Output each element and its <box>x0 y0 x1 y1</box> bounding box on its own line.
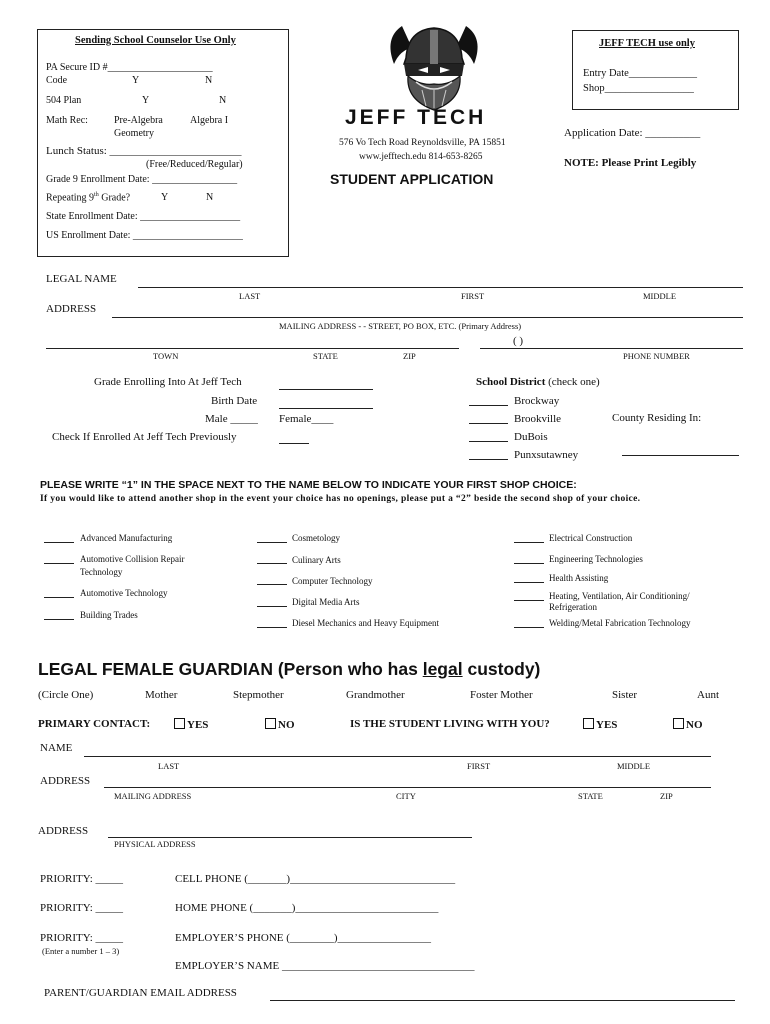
shop-blank[interactable] <box>44 542 74 543</box>
living-with-yes[interactable]: YES <box>583 718 617 731</box>
counselor-box-title: Sending School Counselor Use Only <box>75 35 236 46</box>
primary-contact-no[interactable]: NO <box>265 718 295 731</box>
home-phone-field[interactable]: HOME PHONE (_______)__________________________ <box>175 902 439 914</box>
repeating-no-option[interactable]: N <box>206 192 214 203</box>
guardian-email-label: PARENT/GUARDIAN EMAIL ADDRESS <box>44 987 237 999</box>
physical-address-label: ADDRESS <box>38 825 89 837</box>
shop-blank[interactable] <box>514 627 544 628</box>
male-option[interactable]: Male _____ <box>205 413 258 425</box>
relation-stepmother[interactable]: Stepmother <box>233 689 284 701</box>
address-label: ADDRESS <box>46 303 97 315</box>
living-with-label: IS THE STUDENT LIVING WITH YOU? <box>350 718 550 730</box>
shop-instruction-heading: PLEASE WRITE “1” IN THE SPACE NEXT TO THE NAME BELOW TO INDICATE YOUR FIRST SHOP CHOICE: <box>40 479 577 491</box>
code-yes-option[interactable]: Y <box>132 75 140 86</box>
town-caption: TOWN <box>153 351 179 361</box>
shop-blank[interactable] <box>44 563 74 564</box>
relation-mother[interactable]: Mother <box>145 689 178 701</box>
county-residing-field[interactable] <box>622 455 739 456</box>
lunch-options-label: (Free/Reduced/Regular) <box>146 159 243 170</box>
shop-blank[interactable] <box>257 563 287 564</box>
geometry-option[interactable]: Geometry <box>114 128 154 139</box>
viking-mascot-logo <box>378 20 490 112</box>
school-address: 576 Vo Tech Road Reynoldsville, PA 15851 <box>339 138 506 148</box>
city-caption: CITY <box>396 791 416 801</box>
shop-blank[interactable] <box>514 600 544 601</box>
repeating-label: Repeating 9th Grade? <box>46 192 131 204</box>
shop-computer-technology: Computer Technology <box>292 576 373 586</box>
shop-automotive-collision-cont: Technology <box>80 567 123 577</box>
shop-health-assisting: Health Assisting <box>549 573 609 583</box>
code-label: Code <box>46 75 68 86</box>
shop-blank[interactable] <box>257 584 287 585</box>
grade9-enrollment-field[interactable]: Grade 9 Enrollment Date: _________________ <box>46 174 238 185</box>
town-state-zip-field[interactable] <box>46 348 459 349</box>
shop-blank[interactable] <box>257 542 287 543</box>
shop-blank[interactable] <box>257 627 287 628</box>
checkbox-icon[interactable] <box>174 718 185 729</box>
zip-caption: ZIP <box>660 791 673 801</box>
middle-name-caption: MIDDLE <box>643 291 677 301</box>
relation-aunt[interactable]: Aunt <box>697 689 719 701</box>
address-field[interactable] <box>112 317 743 318</box>
math-rec-label: Math Rec: <box>46 115 88 126</box>
mailing-address-caption: MAILING ADDRESS - - STREET, PO BOX, ETC. (Primary Address) <box>279 321 522 331</box>
jefftech-box-title: JEFF TECH use only <box>599 38 695 49</box>
district-brookville-blank[interactable] <box>469 423 508 424</box>
us-enrollment-field[interactable]: US Enrollment Date: ______________________ <box>46 230 243 241</box>
cell-phone-field[interactable]: CELL PHONE (_______)______________________________ <box>175 873 456 885</box>
lunch-status-field[interactable]: Lunch Status: ________________________ <box>46 145 242 157</box>
checkbox-icon[interactable] <box>265 718 276 729</box>
shop-blank[interactable] <box>514 582 544 583</box>
shop-instruction-subtext: If you would like to attend another shop in the event your choice has no openings, please put a “2” beside the second shop of your choice. <box>40 494 641 504</box>
circle-one-label: (Circle One) <box>38 689 94 701</box>
county-residing-label: County Residing In: <box>612 412 702 424</box>
shop-blank[interactable] <box>257 606 287 607</box>
shop-advanced-manufacturing: Advanced Manufacturing <box>80 533 173 543</box>
state-caption: STATE <box>578 791 603 801</box>
district-brockway-blank[interactable] <box>469 405 508 406</box>
shop-electrical-construction: Electrical Construction <box>549 533 633 543</box>
birth-date-field[interactable] <box>279 408 373 409</box>
district-brockway: Brockway <box>514 395 560 407</box>
enrolled-previously-field[interactable] <box>279 443 309 444</box>
shop-field[interactable]: Shop_________________ <box>583 83 694 94</box>
state-caption: STATE <box>313 351 338 361</box>
district-punxsutawney: Punxsutawney <box>514 449 579 461</box>
repeating-yes-option[interactable]: Y <box>161 192 169 203</box>
shop-culinary-arts: Culinary Arts <box>292 555 341 565</box>
shop-automotive-technology: Automotive Technology <box>80 588 168 598</box>
guardian-address-label: ADDRESS <box>40 775 91 787</box>
jeff-tech-wordmark: JEFF TECH <box>345 106 487 129</box>
guardian-name-field[interactable] <box>84 756 711 757</box>
phone-number-field[interactable] <box>480 348 743 349</box>
legal-name-field[interactable] <box>138 287 743 288</box>
physical-address-field[interactable] <box>108 837 472 838</box>
district-dubois-blank[interactable] <box>469 441 508 442</box>
shop-hvac: Heating, Ventilation, Air Conditioning/ <box>549 591 690 601</box>
grade-enrolling-label: Grade Enrolling Into At Jeff Tech <box>94 376 242 388</box>
algebra-option[interactable]: Algebra I <box>190 115 229 126</box>
priority-cell-field[interactable]: PRIORITY: _____ <box>40 873 124 885</box>
school-district-heading: School District (check one) <box>476 376 600 388</box>
relation-grandmother[interactable]: Grandmother <box>346 689 405 701</box>
enrolled-previously-label: Check If Enrolled At Jeff Tech Previously <box>52 431 237 443</box>
phone-number-caption: PHONE NUMBER <box>623 351 690 361</box>
shop-digital-media-arts: Digital Media Arts <box>292 597 360 607</box>
entry-date-field[interactable]: Entry Date_____________ <box>583 68 698 79</box>
shop-diesel-mechanics: Diesel Mechanics and Heavy Equipment <box>292 618 439 628</box>
employer-phone-field[interactable]: EMPLOYER’S PHONE (________)_________________ <box>175 932 432 944</box>
last-name-caption: LAST <box>239 291 261 301</box>
shop-welding: Welding/Metal Fabrication Technology <box>549 618 691 628</box>
district-brookville: Brookville <box>514 413 562 425</box>
checkbox-icon[interactable] <box>673 718 684 729</box>
shop-hvac-cont: Refrigeration <box>549 602 597 612</box>
guardian-middle-caption: MIDDLE <box>617 761 651 771</box>
shop-cosmetology: Cosmetology <box>292 533 341 543</box>
guardian-mailing-address-field[interactable] <box>104 787 711 788</box>
shop-blank[interactable] <box>514 542 544 543</box>
guardian-first-caption: FIRST <box>467 761 491 771</box>
state-enrollment-field[interactable]: State Enrollment Date: ____________________ <box>46 211 241 222</box>
guardian-section-title: LEGAL FEMALE GUARDIAN (Person who has legal custody) <box>38 659 541 679</box>
application-date-field[interactable]: Application Date: __________ <box>564 127 701 139</box>
shop-blank[interactable] <box>44 619 74 620</box>
guardian-name-label: NAME <box>40 742 73 754</box>
shop-automotive-collision: Automotive Collision Repair <box>80 554 185 564</box>
grade-enrolling-field[interactable] <box>279 389 373 390</box>
primary-contact-yes[interactable]: YES <box>174 718 208 731</box>
priority-home-field[interactable]: PRIORITY: _____ <box>40 902 124 914</box>
guardian-last-caption: LAST <box>158 761 180 771</box>
district-punxsutawney-blank[interactable] <box>469 459 508 460</box>
female-option[interactable]: Female____ <box>279 413 334 425</box>
page-title: STUDENT APPLICATION <box>330 171 494 187</box>
plan504-yes-option[interactable]: Y <box>142 95 150 106</box>
legal-name-label: LEGAL NAME <box>46 273 117 285</box>
phone-area-code: ( ) <box>513 335 524 347</box>
birth-date-label: Birth Date <box>211 395 258 407</box>
pa-secure-id-field[interactable]: PA Secure ID #_____________________ <box>46 62 213 73</box>
relation-foster-mother[interactable]: Foster Mother <box>470 689 533 701</box>
shop-building-trades: Building Trades <box>80 610 138 620</box>
code-no-option[interactable]: N <box>205 75 213 86</box>
primary-contact-label: PRIMARY CONTACT: <box>38 718 151 730</box>
first-name-caption: FIRST <box>461 291 485 301</box>
checkbox-icon[interactable] <box>583 718 594 729</box>
shop-blank[interactable] <box>514 563 544 564</box>
district-dubois: DuBois <box>514 431 548 443</box>
shop-engineering-technologies: Engineering Technologies <box>549 554 643 564</box>
print-legibly-note: NOTE: Please Print Legibly <box>564 157 697 169</box>
physical-address-caption: PHYSICAL ADDRESS <box>114 839 196 849</box>
mailing-address-caption: MAILING ADDRESS <box>114 791 192 801</box>
guardian-email-field[interactable] <box>270 1000 735 1001</box>
priority-hint: (Enter a number 1 – 3) <box>42 946 120 956</box>
living-with-no[interactable]: NO <box>673 718 703 731</box>
zip-caption: ZIP <box>403 351 416 361</box>
relation-sister[interactable]: Sister <box>612 689 638 701</box>
pre-algebra-option[interactable]: Pre-Algebra <box>114 115 163 126</box>
shop-blank[interactable] <box>44 597 74 598</box>
school-web-phone: www.jefftech.edu 814-653-8265 <box>359 152 483 162</box>
plan504-no-option[interactable]: N <box>219 95 227 106</box>
plan504-label: 504 Plan <box>46 95 82 106</box>
employer-name-field[interactable]: EMPLOYER’S NAME ___________________________________ <box>175 960 475 972</box>
priority-employer-field[interactable]: PRIORITY: _____ <box>40 932 124 944</box>
